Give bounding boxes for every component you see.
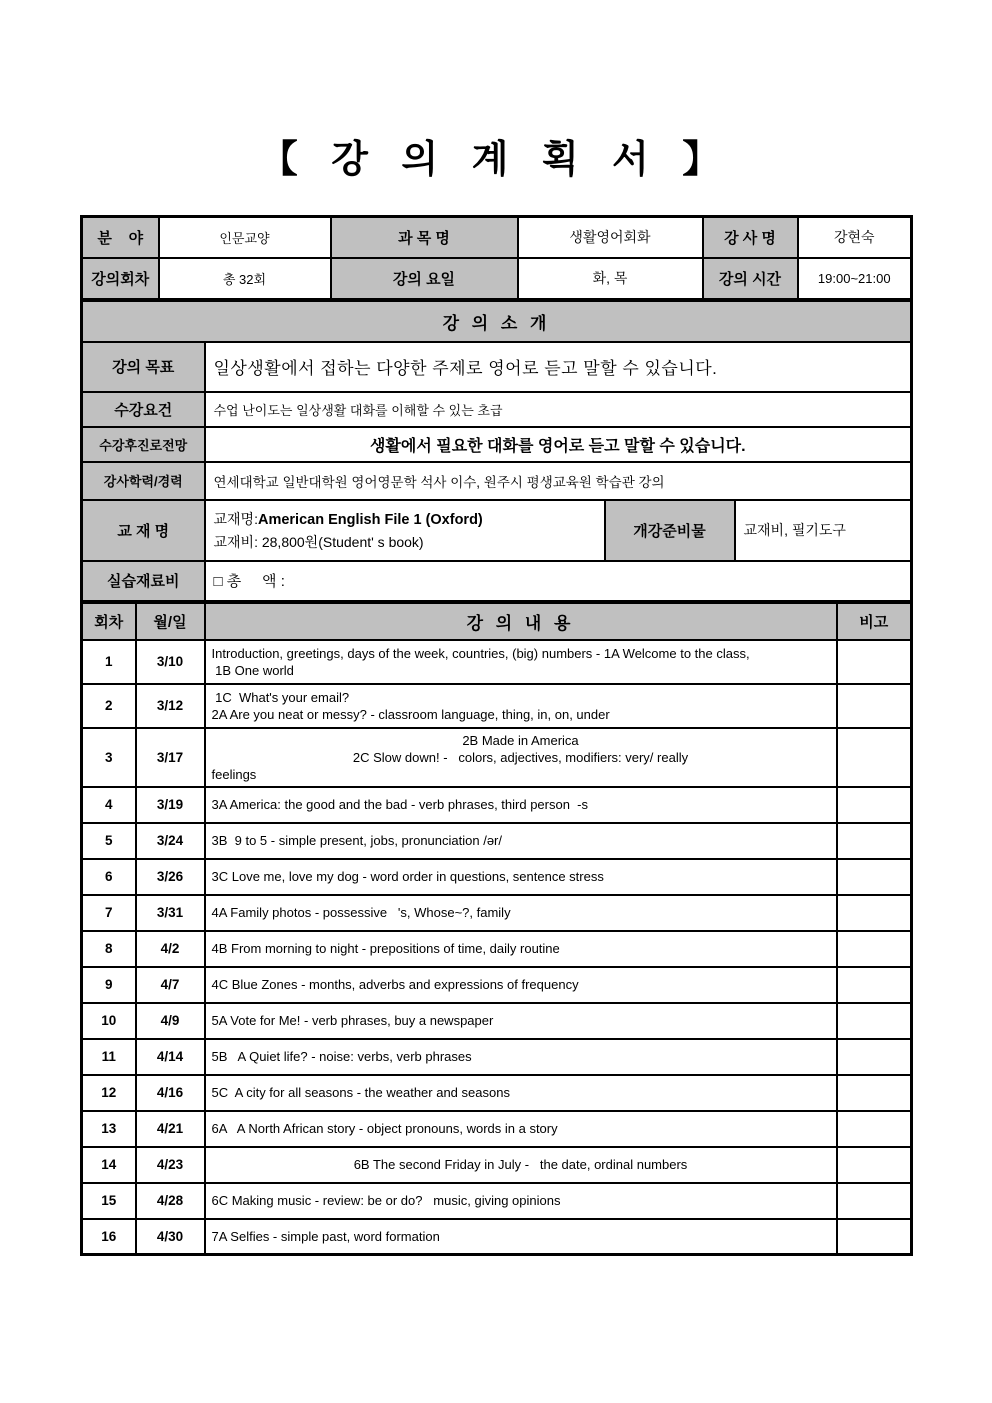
subject-label: 과 목 명 (331, 217, 518, 258)
schedule-row-no: 11 (82, 1039, 136, 1075)
schedule-row-no: 3 (82, 728, 136, 787)
schedule-content-line: 3A America: the good and the bad - verb phrases, third person -s (211, 797, 588, 812)
schedule-row-content (205, 787, 837, 823)
field-label: 분 야 (82, 217, 159, 258)
goal-label: 강의 목표 (82, 342, 205, 392)
schedule-row-no: 12 (82, 1075, 136, 1111)
schedule-row-date: 3/17 (136, 728, 205, 787)
schedule-row-content (205, 967, 837, 1003)
schedule-row-no: 6 (82, 859, 136, 895)
schedule-content-line: 2A Are you neat or messy? - classroom language, thing, in, on, under (211, 706, 610, 722)
fee-label: 실습재료비 (82, 561, 205, 602)
schedule-row-date: 3/19 (136, 787, 205, 823)
prospect-label: 수강후진로전망 (82, 427, 205, 462)
prospect-row (82, 427, 912, 462)
schedule-row-note (837, 684, 912, 728)
schedule-content-line: 2B Made in America (462, 732, 579, 748)
instructor-name-label: 강 사 명 (703, 217, 798, 258)
days-label: 강의 요일 (331, 258, 518, 300)
schedule-row-content (205, 1183, 837, 1219)
schedule-row-content (205, 1147, 837, 1183)
schedule-row-date: 3/12 (136, 684, 205, 728)
schedule-row (82, 1219, 912, 1255)
page-title: 【 강 의 계 획 서 】 (259, 139, 733, 181)
schedule-row-date: 3/24 (136, 823, 205, 859)
schedule-row-date: 4/30 (136, 1219, 205, 1255)
schedule-row-date: 3/10 (136, 640, 205, 684)
schedule-row-note (837, 1003, 912, 1039)
schedule-row-no: 9 (82, 967, 136, 1003)
schedule-content-line: 4C Blue Zones - months, adverbs and expressions of frequency (211, 977, 579, 992)
schedule-content-line: 2C Slow down! - colors, adjectives, modifiers: very/ really (352, 749, 689, 765)
schedule-content-line: 4B From morning to night - prepositions of time, daily routine (211, 941, 560, 956)
schedule-row-no: 5 (82, 823, 136, 859)
schedule-row-no: 15 (82, 1183, 136, 1219)
schedule-row-no: 16 (82, 1219, 136, 1255)
schedule-row-date: 4/2 (136, 931, 205, 967)
schedule-content-line: 3C Love me, love my dog - word order in questions, sentence stress (211, 869, 604, 884)
materials-label: 개강준비물 (605, 500, 735, 561)
schedule-row-note (837, 1147, 912, 1183)
time-value: 19:00~21:00 (798, 258, 912, 300)
schedule-row (82, 1075, 912, 1111)
schedule-row-date: 4/7 (136, 967, 205, 1003)
intro-section-header-row (82, 301, 912, 342)
schedule-row (82, 684, 912, 728)
info-row-1 (82, 217, 912, 258)
schedule-row-note (837, 859, 912, 895)
schedule-row (82, 823, 912, 859)
goal-row (82, 342, 912, 392)
days-value: 화, 목 (518, 258, 703, 300)
schedule-row-content (205, 895, 837, 931)
career-row (82, 462, 912, 500)
schedule-row-note (837, 823, 912, 859)
schedule-row-date: 4/23 (136, 1147, 205, 1183)
schedule-row-no: 8 (82, 931, 136, 967)
textbook-line1-title: American English File 1 (Oxford) (257, 511, 483, 528)
schedule-row-content (205, 1003, 837, 1039)
fee-row (82, 561, 912, 602)
schedule-row-no: 7 (82, 895, 136, 931)
textbook-value (205, 500, 605, 561)
sessions-value: 총 32회 (159, 258, 331, 300)
goal-value: 일상생활에서 접하는 다양한 주제로 영어로 듣고 말할 수 있습니다. (205, 342, 912, 392)
requirement-value: 수업 난이도는 일상생활 대화를 이해할 수 있는 초급 (205, 392, 912, 427)
schedule-content-line: Introduction, greetings, days of the week, countries, (big) numbers - 1A Welcome to the class, (211, 645, 750, 661)
schedule-content-line: 6C Making music - review: be or do? music, giving opinions (211, 1193, 561, 1208)
schedule-row (82, 787, 912, 823)
schedule-content-line: 6A A North African story - object pronouns, words in a story (211, 1121, 558, 1136)
schedule-row-note (837, 1219, 912, 1255)
schedule-row-date: 4/16 (136, 1075, 205, 1111)
schedule-content-line: 4A Family photos - possessive 's, Whose~?, family (211, 905, 511, 920)
career-value: 연세대학교 일반대학원 영어영문학 석사 이수, 원주시 평생교육원 학습관 강의 (205, 462, 912, 500)
info-row-2 (82, 258, 912, 300)
sessions-label: 강의회차 (82, 258, 159, 300)
schedule-content-line: 5A Vote for Me! - verb phrases, buy a newspaper (211, 1013, 494, 1028)
schedule-row-note (837, 1039, 912, 1075)
schedule-row-no: 4 (82, 787, 136, 823)
schedule-row-note (837, 931, 912, 967)
schedule-row-content (205, 1219, 837, 1255)
schedule-row-content (205, 931, 837, 967)
schedule-row (82, 895, 912, 931)
schedule-row (82, 1147, 912, 1183)
schedule-row-note (837, 1075, 912, 1111)
textbook-line1-prefix: 교재명: (213, 510, 258, 527)
schedule-row-date: 4/14 (136, 1039, 205, 1075)
schedule-row-date: 3/26 (136, 859, 205, 895)
schedule-row-content (205, 823, 837, 859)
schedule-row-note (837, 787, 912, 823)
textbook-line-1 (214, 508, 596, 531)
field-value: 인문교양 (159, 217, 331, 258)
textbook-row (82, 500, 912, 561)
materials-value: 교재비, 필기도구 (735, 500, 912, 561)
schedule-header-no: 회차 (82, 603, 136, 640)
schedule-row-content (205, 1075, 837, 1111)
schedule-row (82, 728, 912, 787)
schedule-row (82, 1111, 912, 1147)
schedule-row-note (837, 967, 912, 1003)
schedule-content-line: 7A Selfies - simple past, word formation (211, 1228, 440, 1244)
schedule-row-content (205, 684, 837, 728)
requirement-row (82, 392, 912, 427)
schedule-row-no: 14 (82, 1147, 136, 1183)
career-label: 강사학력/경력 (82, 462, 205, 500)
schedule-row-date: 4/28 (136, 1183, 205, 1219)
schedule-header-content: 강 의 내 용 (205, 603, 837, 640)
schedule-row-note (837, 895, 912, 931)
schedule-header-note: 비고 (837, 603, 912, 640)
schedule-content-line: 5B A Quiet life? - noise: verbs, verb phrases (211, 1049, 472, 1064)
course-info-table (80, 215, 913, 301)
schedule-row-note (837, 1111, 912, 1147)
course-intro-table (80, 299, 913, 603)
schedule-row-date: 4/21 (136, 1111, 205, 1147)
schedule-row-no: 13 (82, 1111, 136, 1147)
schedule-row-note (837, 1183, 912, 1219)
schedule-row-note (837, 640, 912, 684)
schedule-row-content (205, 1039, 837, 1075)
schedule-header-row (82, 603, 912, 640)
schedule-content-line: 5C A city for all seasons - the weather and seasons (211, 1085, 510, 1100)
schedule-row (82, 967, 912, 1003)
intro-section-title: 강 의 소 개 (82, 301, 912, 342)
subject-value: 생활영어회화 (518, 217, 703, 258)
schedule-row (82, 640, 912, 684)
requirement-label: 수강요건 (82, 392, 205, 427)
schedule-row (82, 859, 912, 895)
fee-value: □ 총 액 : (205, 561, 912, 602)
schedule-row-content (205, 1111, 837, 1147)
schedule-row-no: 2 (82, 684, 136, 728)
time-label: 강의 시간 (703, 258, 798, 300)
schedule-row-no: 1 (82, 640, 136, 684)
schedule-row (82, 1003, 912, 1039)
schedule-content-line: 3B 9 to 5 - simple present, jobs, pronunciation /ər/ (211, 833, 502, 848)
schedule-row-date: 4/9 (136, 1003, 205, 1039)
schedule-row-content (205, 640, 837, 684)
schedule-content-line: feelings (211, 766, 257, 782)
schedule-content-line: 1B One world (211, 662, 294, 678)
schedule-content-line: 6B The second Friday in July - the date, ordinal numbers (353, 1157, 688, 1172)
prospect-value: 생활에서 필요한 대화를 영어로 듣고 말할 수 있습니다. (205, 427, 912, 462)
schedule-row-date: 3/31 (136, 895, 205, 931)
schedule-content-line: 1C What's your email? (211, 689, 350, 705)
schedule-row-content (205, 859, 837, 895)
schedule-table (80, 601, 913, 1256)
schedule-header-date: 월/일 (136, 603, 205, 640)
schedule-row-no: 10 (82, 1003, 136, 1039)
instructor-name-value: 강현숙 (798, 217, 912, 258)
schedule-row (82, 1039, 912, 1075)
textbook-line-2: 교재비: 28,800원(Student' s book) (213, 533, 424, 550)
schedule-row-note (837, 728, 912, 787)
textbook-label: 교 재 명 (82, 500, 205, 561)
schedule-row (82, 1183, 912, 1219)
schedule-body (82, 640, 912, 1255)
schedule-row-content (205, 728, 837, 787)
schedule-row (82, 931, 912, 967)
